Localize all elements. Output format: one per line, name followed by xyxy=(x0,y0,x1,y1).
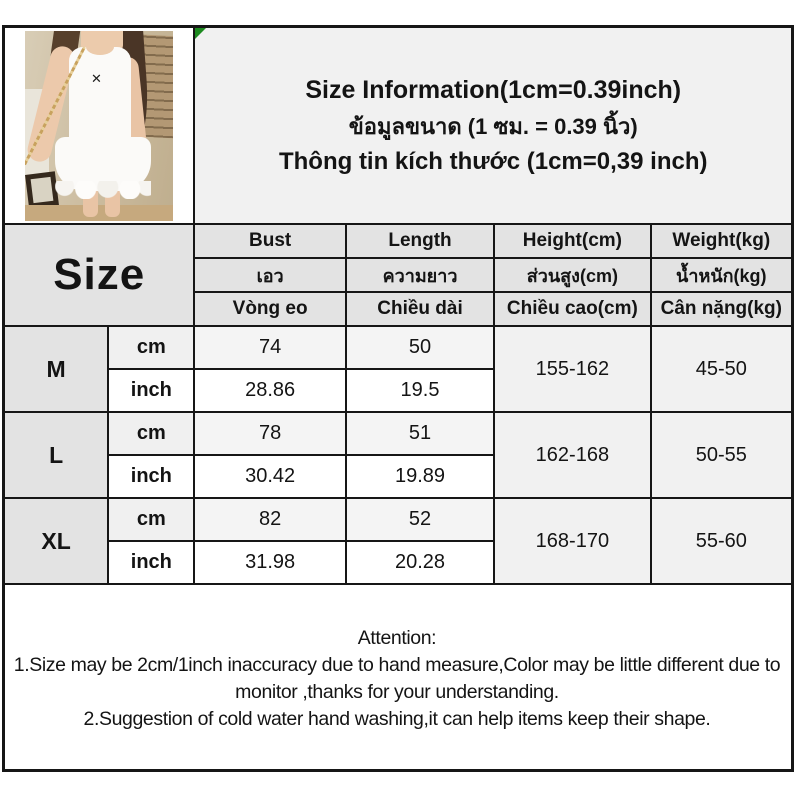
m-height-range: 155-162 xyxy=(494,326,650,412)
col-header-weight-en: Weight(kg) xyxy=(651,224,792,258)
cell-note-marker-icon xyxy=(195,28,206,39)
unit-cm-label: cm xyxy=(108,326,194,369)
l-height-range: 162-168 xyxy=(494,412,650,498)
l-bust-inch: 30.42 xyxy=(194,455,345,498)
col-header-weight-vi: Cân nặng(kg) xyxy=(651,292,792,326)
col-header-length-vi: Chiều dài xyxy=(346,292,494,326)
row-label-l: L xyxy=(4,412,108,498)
xl-length-cm: 52 xyxy=(346,498,494,541)
l-bust-cm: 78 xyxy=(194,412,345,455)
table-row xyxy=(4,498,792,541)
l-length-cm: 51 xyxy=(346,412,494,455)
product-photo-cell xyxy=(4,27,194,224)
picture-frame xyxy=(25,171,59,208)
black-bow-icon: ✕ xyxy=(91,71,102,86)
col-header-length-th: ความยาว xyxy=(346,258,494,292)
attention-heading: Attention: xyxy=(357,627,437,650)
title-english: Size Information(1cm=0.39inch) xyxy=(305,75,682,104)
xl-height-range: 168-170 xyxy=(494,498,650,584)
m-bust-inch: 28.86 xyxy=(194,369,345,412)
size-header: Size xyxy=(4,224,194,326)
xl-bust-inch: 31.98 xyxy=(194,541,345,584)
xl-length-inch: 20.28 xyxy=(346,541,494,584)
size-chart-sheet xyxy=(2,25,794,772)
col-header-bust-vi: Vòng eo xyxy=(194,292,345,326)
unit-inch-label: inch xyxy=(108,369,194,412)
table-row xyxy=(4,326,792,369)
col-header-bust-th: เอว xyxy=(194,258,345,292)
xl-weight-range: 55-60 xyxy=(651,498,792,584)
attention-line-2: 2.Suggestion of cold water hand washing,it can help items keep their shape. xyxy=(83,707,711,730)
unit-inch-label: inch xyxy=(108,455,194,498)
unit-cm-label: cm xyxy=(108,412,194,455)
row-label-xl: XL xyxy=(4,498,108,584)
col-header-length-en: Length xyxy=(346,224,494,258)
white-ruffle-skirt xyxy=(55,137,151,191)
m-bust-cm: 74 xyxy=(194,326,345,369)
col-header-height-vi: Chiều cao(cm) xyxy=(494,292,650,326)
title-thai: ข้อมูลขนาด (1 ซม. = 0.39 นิ้ว) xyxy=(348,113,638,139)
l-weight-range: 50-55 xyxy=(651,412,792,498)
col-header-height-en: Height(cm) xyxy=(494,224,650,258)
xl-bust-cm: 82 xyxy=(194,498,345,541)
unit-cm-label: cm xyxy=(108,498,194,541)
wood-floor xyxy=(25,205,173,221)
row-label-m: M xyxy=(4,326,108,412)
product-photo xyxy=(25,31,173,221)
m-length-inch: 19.5 xyxy=(346,369,494,412)
title-cell xyxy=(194,27,792,224)
col-header-weight-th: น้ำหนัก(kg) xyxy=(651,258,792,292)
table-row xyxy=(4,412,792,455)
unit-inch-label: inch xyxy=(108,541,194,584)
attention-note xyxy=(4,584,792,770)
size-table xyxy=(3,26,793,771)
title-vietnamese: Thông tin kích thước (1cm=0,39 inch) xyxy=(278,147,708,175)
attention-line-1: 1.Size may be 2cm/1inch inaccuracy due to hand measure,Color may be little different due to monitor ,thanks for your understanding. xyxy=(13,654,781,703)
l-length-inch: 19.89 xyxy=(346,455,494,498)
m-weight-range: 45-50 xyxy=(651,326,792,412)
col-header-height-th: ส่วนสูง(cm) xyxy=(494,258,650,292)
col-header-bust-en: Bust xyxy=(194,224,345,258)
m-length-cm: 50 xyxy=(346,326,494,369)
